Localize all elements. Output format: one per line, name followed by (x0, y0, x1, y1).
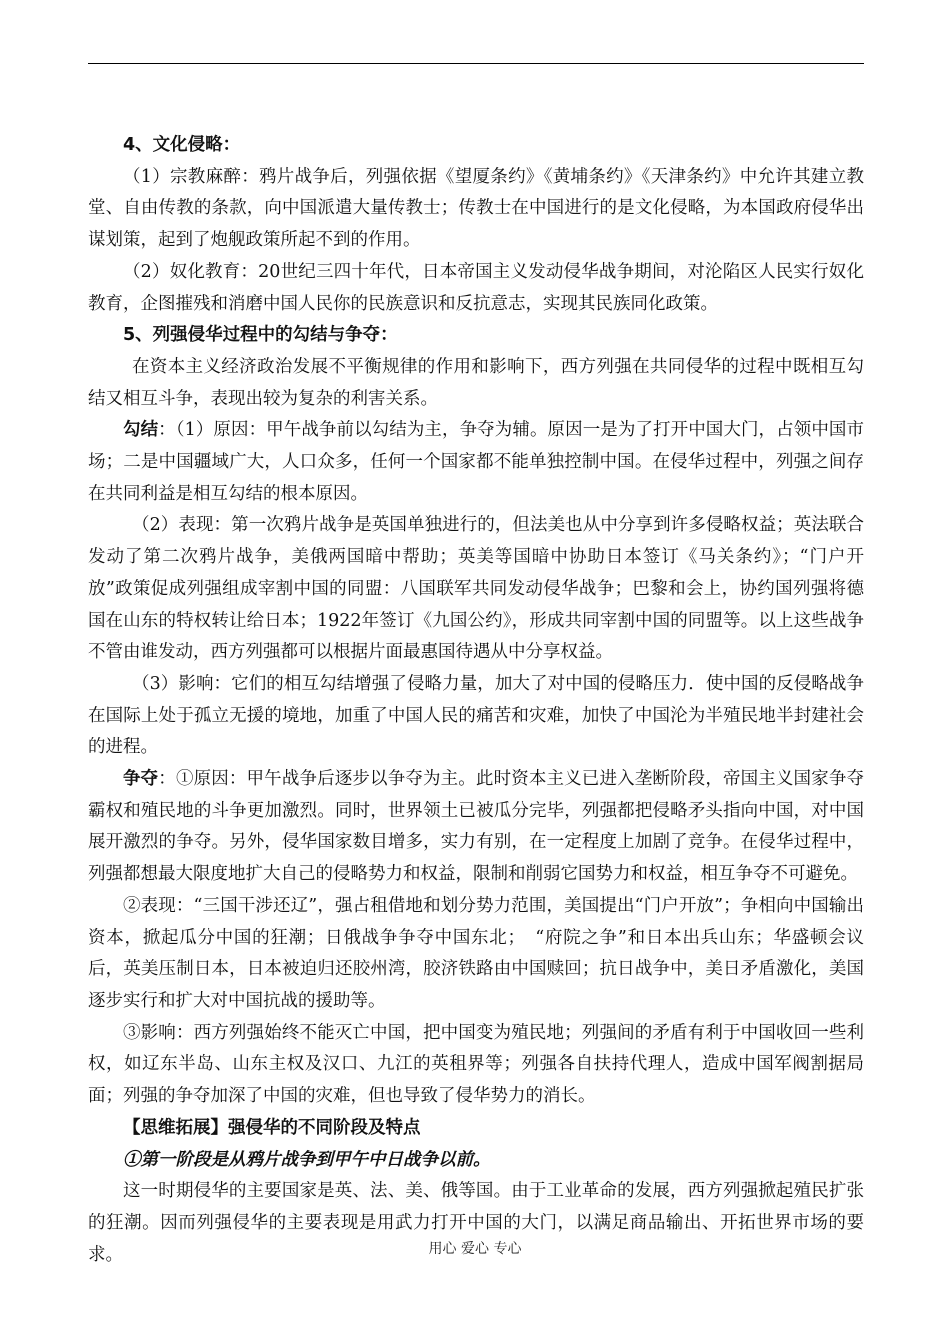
contention-paragraph-3: ③影响：西方列强始终不能灭亡中国，把中国变为殖民地；列强间的矛盾有利于中国收回一些利权，如辽东半岛、山东主权及汉口、九江的英租界等；列强各自扶持代理人，造成中国军阀割据局面；列强的争夺加深了中国的灾难，但也导致了侵华势力的消长。 (88, 1022, 864, 1107)
section-5-heading: 5、列强侵华过程中的勾结与争夺： (123, 325, 398, 346)
contention-paragraph-2: ②表现：“三国干涉还辽”，强占租借地和划分势力范围，美国提出“门户开放”；争相向中国输出资本，掀起瓜分中国的狂潮；日俄战争争夺中国东北； “府院之争”和日本出兵山东；华盛顿会议后，英美压制日本，日本被迫归还胶州湾，胶济铁路由中国赎回；抗日战争中，美日矛盾激化，美国逐步实行和扩大对中国抗战的援助等。 (88, 895, 864, 1011)
collusion-paragraph-3: （3）影响：它们的相互勾结增强了侵略力量，加大了对中国的侵略压力．使中国的反侵略战争在国际上处于孤立无援的境地，加重了中国人民的痛苦和灾难，加快了中国沦为半殖民地半封建社会的进程。 (88, 673, 864, 758)
contention-label: 争夺 (123, 769, 159, 790)
section-4-paragraph-1: （1）宗教麻醉：鸦片战争后，列强依据《望厦条约》《黄埔条约》《天津条约》中允许其建立教堂、自由传教的条款，向中国派遣大量传教士；传教士在中国进行的是文化侵略，为本国政府侵华出谋划策，起到了炮舰政策所起不到的作用。 (88, 166, 864, 251)
contention-text-1: ：①原因：甲午战争后逐步以争夺为主。此时资本主义已进入垄断阶段，帝国主义国家争夺霸权和殖民地的斗争更加激烈。同时，世界领土已被瓜分完毕，列强都把侵略矛头指向中国，对中国展开激烈的争夺。另外，侵华国家数目增多，实力有别，在一定程度上加剧了竞争。在侵华过程中，列强都想最大限度地扩大自己的侵略势力和权益，限制和削弱它国势力和权益，相互争夺不可避免。 (88, 769, 865, 885)
thinking-extension-heading: 【思维拓展】强侵华的不同阶段及特点 (123, 1117, 421, 1138)
stage-1-heading: ①第一阶段是从鸦片战争到甲午中日战争以前。 (123, 1149, 491, 1170)
section-4-heading: 4、文化侵略： (123, 135, 241, 155)
header-rule (88, 63, 864, 64)
document-body (88, 130, 864, 1271)
collusion-label: 勾结 (123, 420, 159, 441)
section-4-paragraph-2: （2）奴化教育：20世纪三四十年代，日本帝国主义发动侵华战争期间，对沦陷区人民实行奴化教育，企图摧残和消磨中国人民你的民族意识和反抗意志，实现其民族同化政策。 (88, 261, 864, 314)
stage-1-paragraph: 这一时期侵华的主要国家是英、法、美、俄等国。由于工业革命的发展，西方列强掀起殖民扩张的狂潮。因而列强侵华的主要表现是用武力打开中国的大门，以满足商品输出、开拓世界市场的要求。 (88, 1181, 864, 1265)
collusion-text-1: ：（1）原因：甲午战争前以勾结为主，争夺为辅。原因一是为了打开中国大门，占领中国市场；二是中国疆域广大，人口众多，任何一个国家都不能单独控制中国。在侵华过程中，列强之间存在共同利益是相互勾结的根本原因。 (88, 420, 864, 504)
collusion-paragraph-2: （2）表现：第一次鸦片战争是英国单独进行的，但法美也从中分享到许多侵略权益；英法联合发动了第二次鸦片战争，美俄两国暗中帮助；英美等国暗中协助日本签订《马关条约》；“门户开放”政策促成列强组成宰割中国的同盟：八国联军共同发动侵华战争；巴黎和会上，协约国列强将德国在山东的特权转让给日本；1922年签订《九国公约》，形成共同宰割中国的同盟等。以上这些战争不管由谁发动，西方列强都可以根据片面最惠国待遇从中分享权益。 (88, 515, 864, 663)
section-5-intro: 在资本主义经济政治发展不平衡规律的作用和影响下，西方列强在共同侵华的过程中既相互勾结又相互斗争，表现出较为复杂的利害关系。 (88, 356, 864, 409)
collusion-paragraph-1 (88, 415, 864, 510)
contention-paragraph-1 (88, 764, 864, 891)
page-footer: 用心 爱心 专心 (428, 1241, 522, 1257)
